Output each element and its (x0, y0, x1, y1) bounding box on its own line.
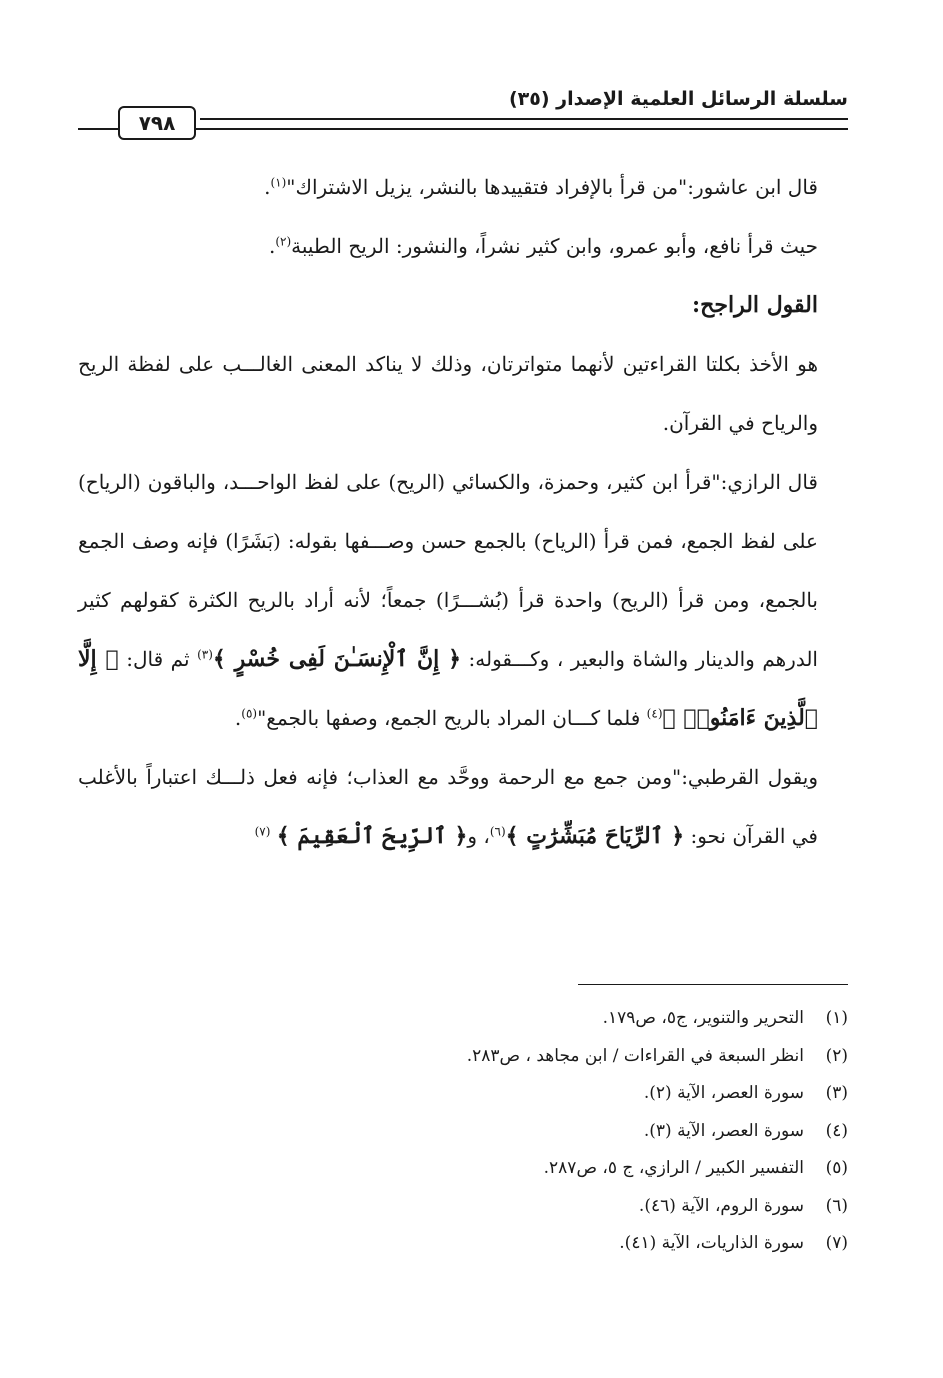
paragraph-text: قال الرازي:"قرأ ابن كثير، وحمزة، والكسائي (الريح) على لفظ الواحـــد، والباقون (الرياح) على لفظ الجمع، فمن قرأ (الرياح) بالجمع حسن وصـــفها بقوله: (بَشَرًا) فإنه وصف الجمع بالجمع، ومن قرأ (الريح) واحدة قرأ (بُشـــرًا) جمعاً؛ لأنه أراد بالريح الكثرة كقولهم كثير الدرهم والدينار والشاة والبعير ، وكـــقوله: (78, 470, 818, 671)
series-title: سلسلة الرسائل العلمية الإصدار (٣٥) (508, 88, 848, 110)
paragraph-text: حيث قرأ نافع، وأبو عمرو، وابن كثير نشراً، والنشور: الريح الطيبة (291, 234, 818, 258)
footnote-ref: (٦) (489, 824, 506, 839)
footnote-ref: (٣) (197, 647, 213, 662)
footnote-text: سورة العصر، الآية (٢). (643, 1083, 804, 1103)
footnote (78, 1188, 848, 1226)
footnote-number: (١) (825, 1008, 848, 1028)
paragraph (78, 217, 818, 276)
footnote-text: انظر السبعة في القراءات / ابن مجاهد ، ص٢٨٣. (466, 1045, 804, 1066)
footnote-ref: (٥) (241, 706, 258, 721)
footnote (78, 1038, 848, 1076)
paragraph (78, 158, 818, 217)
punctuation: . (264, 175, 271, 199)
punctuation: . (268, 234, 276, 258)
paragraph: هو الأخذ بكلتا القراءتين لأنهما متواترتان، وذلك لا يناكد المعنى الغالـــب على لفظة الريح والرياح في القرآن. (78, 352, 818, 435)
footnote-text: سورة الروم، الآية (٤٦). (638, 1195, 804, 1216)
footnote (78, 1075, 848, 1113)
footnotes (78, 1000, 848, 1263)
footnote (78, 1150, 848, 1188)
main-text (78, 158, 818, 866)
quran-verse: ﴿ إِلَّا ٱلَّذِينَ ءَامَنُوا۟ ﴾ (78, 646, 818, 731)
footnote (78, 1113, 848, 1151)
footnote-separator (578, 984, 848, 985)
footnote-ref: (٤) (646, 706, 663, 721)
page-header (0, 0, 943, 150)
footnote-ref: (٧) (254, 824, 271, 839)
section-heading: القول الراجح: (692, 292, 818, 318)
footnote-text: التفسير الكبير / الرازي، ج ٥، ص٢٨٧. (543, 1158, 804, 1178)
paragraph-text: ويقول القرطبي:"ومن جمع مع الرحمة ووحَّد مع العذاب؛ فإنه فعل ذلـــك اعتباراً بالأغلب في القرآن نحو: (78, 765, 818, 848)
footnote-number: (٢) (825, 1045, 848, 1066)
footnote-number: (٥) (825, 1158, 848, 1178)
paragraph (78, 748, 818, 866)
footnote-number: (٧) (825, 1233, 848, 1253)
paragraph-text: قال ابن عاشور:"من قرأ بالإفراد فتقييدها بالنشر، يزيل الاشتراك" (286, 175, 818, 199)
footnote-number: (٤) (825, 1120, 848, 1141)
paragraph (78, 453, 818, 748)
footnote (78, 1000, 848, 1038)
paragraph-text: فلما كـــان المراد بالريح الجمع، وصفها بالجمع" (257, 706, 641, 730)
footnote-text: التحرير والتنوير، ج٥، ص١٧٩. (602, 1008, 804, 1028)
footnote-number: (٦) (825, 1195, 848, 1216)
quran-verse: ﴿ ٱلرِّيحَ ٱلْعَقِيمَ ﴾ (276, 823, 468, 849)
paragraph-text: ثم قال: (126, 647, 190, 671)
footnote-text: سورة العصر، الآية (٣). (643, 1120, 804, 1141)
punctuation: . (234, 706, 242, 730)
header-rule-top (200, 118, 848, 120)
footnote-text: سورة الذاريات، الآية (٤١). (619, 1233, 804, 1253)
footnote (78, 1225, 848, 1263)
footnote-ref: (٢) (275, 234, 292, 249)
quran-verse: ﴿ ٱلرِّيَاحَ مُبَشِّرَٰتٍ ﴾ (505, 823, 685, 849)
page-number: ٧٩٨ (118, 106, 196, 140)
footnote-number: (٣) (825, 1083, 848, 1103)
quran-verse: ﴿ إِنَّ ٱلْإِنسَـٰنَ لَفِى خُسْرٍ ﴾ (212, 646, 461, 672)
footnote-ref: (١) (270, 175, 287, 190)
paragraph-text: ، و (467, 824, 490, 848)
